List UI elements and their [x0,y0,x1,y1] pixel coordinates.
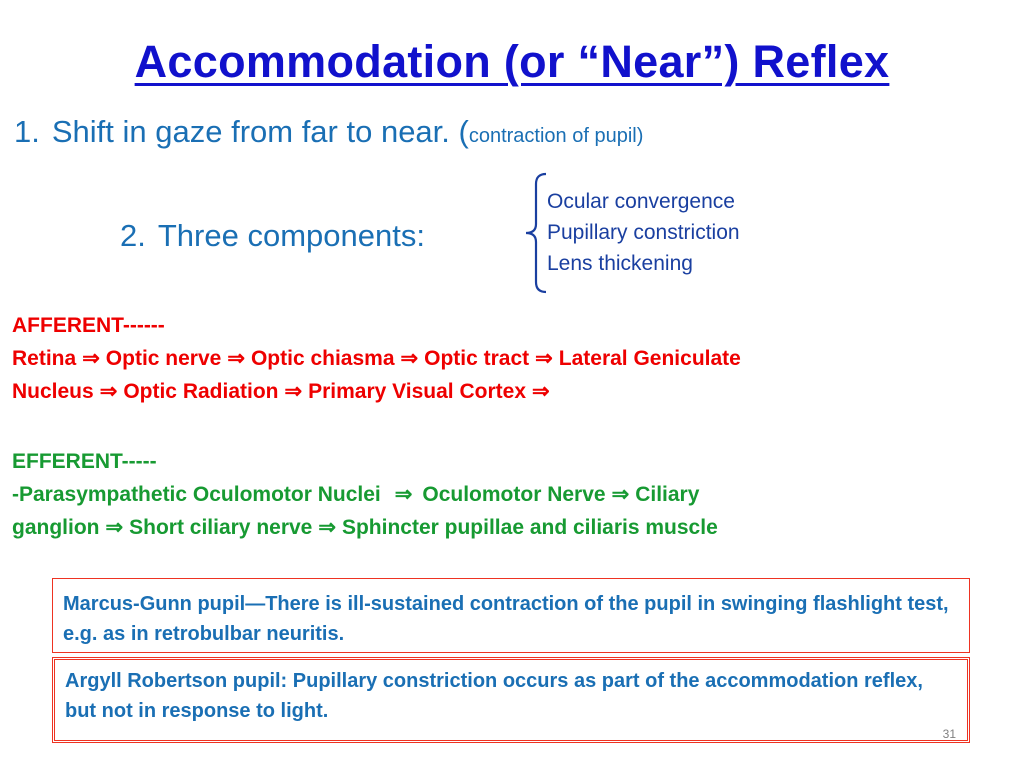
arrow-icon: ⇒ [318,516,336,539]
component-item: Lens thickening [547,252,693,275]
curly-brace-icon [520,172,550,294]
point-1 [14,114,643,150]
slide-title: Accommodation (or “Near”) Reflex [134,36,890,87]
arrow-icon: ⇒ [535,347,553,370]
arrow-icon: ⇒ [611,483,630,506]
pathway-step: -Parasympathetic Oculomotor Nuclei [12,483,381,506]
arrow-icon: ⇒ [394,483,413,506]
pathway-step: Nucleus [12,380,94,403]
point-2-number: 2. [120,218,146,253]
efferent-line-1 [12,478,718,511]
component-item: Pupillary constriction [547,221,740,244]
afferent-pathway [12,309,741,408]
components-list [547,186,740,279]
arrow-icon: ⇒ [82,347,100,370]
arrow-icon: ⇒ [105,516,124,539]
slide-number: 31 [942,727,956,741]
efferent-line-2 [12,511,718,544]
pathway-step: Optic Radiation [123,380,279,403]
efferent-heading: EFFERENT----- [12,450,157,473]
pathway-step: Short ciliary nerve [129,516,313,539]
arrow-icon: ⇒ [284,380,303,403]
efferent-pathway [12,445,718,544]
pathway-step: Optic chiasma [250,347,395,370]
arrow-icon: ⇒ [400,347,419,370]
pathway-step: ganglion [12,516,100,539]
arrow-icon: ⇒ [99,380,118,403]
pathway-step: Sphincter pupillae and ciliaris muscle [341,516,718,539]
pathway-step: Lateral Geniculate [558,347,741,370]
pathway-step: Retina [12,347,77,370]
pathway-step: Optic tract [424,347,530,370]
afferent-line-2 [12,375,741,408]
marcus-gunn-note-box: Marcus-Gunn pupil—There is ill-sustained contraction of the pupil in swinging flashlight test, e.g. as in retrobulbar neuritis. [52,578,970,653]
point-1-number: 1. [14,114,40,149]
pathway-step: Ciliary [635,483,700,506]
point-2 [120,218,425,254]
point-1-text: Shift in gaze from far to near. ( [51,114,469,149]
point-2-text: Three components: [157,218,425,253]
argyll-robertson-note-box: Argyll Robertson pupil: Pupillary constriction occurs as part of the accommodation reflex, but not in response to light. [52,657,970,743]
component-item: Ocular convergence [547,190,735,213]
point-1-note: contraction of pupil) [468,125,644,147]
arrow-icon: ⇒ [227,347,245,370]
afferent-line-1 [12,342,741,375]
pathway-step: Oculomotor Nerve [422,483,606,506]
pathway-step: Optic nerve [105,347,222,370]
afferent-heading: AFFERENT------ [12,314,165,337]
arrow-icon: ⇒ [532,380,550,403]
pathway-step: Primary Visual Cortex [308,380,526,403]
